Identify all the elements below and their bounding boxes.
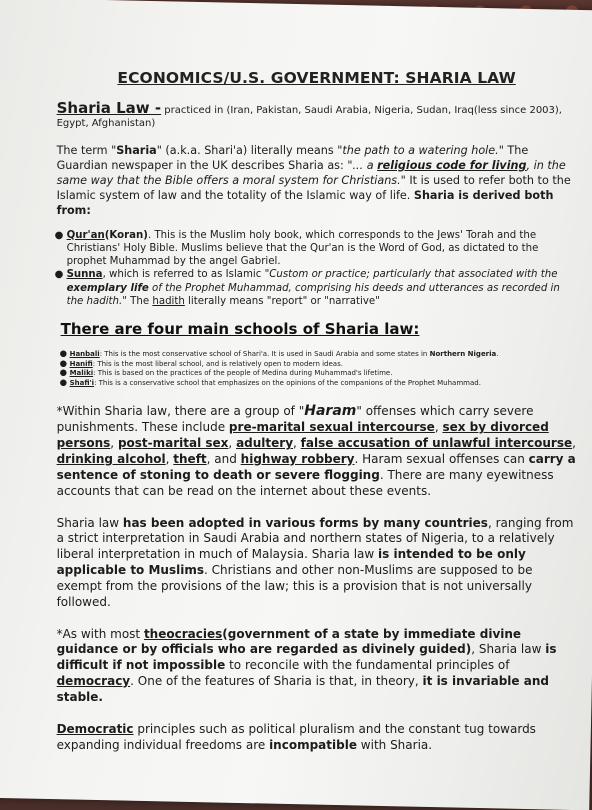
source-hadith: hadith — [152, 295, 185, 307]
source-text: . This is the Muslim holy book, which corresponds to the Jews' Torah and the Christians' Holy Bible. Muslims believe that the Qur'an is the Word of God, as dictated to the prophet Muhammad by the angel Gabriel. — [66, 229, 539, 268]
intro-text: " The Guardian newspaper in the UK describes Sharia as: " — [56, 144, 529, 173]
adopted-text: , ranging from a strict interpretation in Saudi Arabia and northern states of Nigeria, to a relatively liberal interpretation in much of Malaysia. Sharia law — [56, 515, 574, 562]
adopted-text: Sharia law — [56, 515, 123, 530]
theocracy-text: . One of the features of Sharia is that, in theory, — [130, 674, 423, 689]
intro-text: " (a.k.a. Shari'a) literally means " — [156, 144, 343, 158]
theocracy-text: , Sharia law — [471, 642, 546, 657]
school-text: : This is a conservative school that emphasizes on the opinions of the companions of the Prophet Muhammad. — [94, 378, 481, 387]
intro-quote: , in the same way that the Bible offers a moral system for Christians. — [56, 159, 566, 188]
school-name: Hanbali — [69, 350, 100, 359]
intro-sharia-term: Sharia — [116, 144, 157, 158]
school-item-shafii — [61, 379, 577, 388]
theocracy-bold: is difficult if not impossible — [56, 642, 557, 673]
haram-text: . Haram sexual offenses can — [354, 452, 529, 467]
schools-list — [61, 350, 577, 388]
theocracy-paragraph — [57, 627, 577, 706]
theocracy-bold: it is invariable and stable. — [56, 674, 549, 704]
source-text: literally means "report" or "narrative" — [184, 295, 380, 307]
school-text: : This is the most liberal school, and is relatively open to modern ideas. — [92, 359, 343, 368]
school-text: : This is based on the practices of the people of Medina during Muhammad's lifetime. — [93, 369, 393, 378]
intro-text: " It is used to refer both to the Islamic system of law and the totality of the Islamic way of life. — [56, 174, 571, 202]
intro-paragraph — [57, 144, 577, 218]
intro-religious-code: religious code for living — [377, 159, 527, 173]
practiced-in-text: practiced in (Iran, Pakistan, Saudi Arabia, Nigeria, Sudan, Iraq(less since 2003), Egypt, Afghanistan) — [56, 105, 562, 129]
school-item-maliki — [61, 369, 577, 378]
democracy-term: democracy — [56, 674, 131, 689]
offense-item: sex by divorced persons — [56, 420, 549, 451]
sharia-law-heading — [57, 99, 577, 130]
intro-derived-from: Sharia is derived both from: — [56, 188, 554, 217]
haram-paragraph: *Within Sharia law, there are a group of "Haram" offenses which carry severe punishments. These include pre-marital sexual intercourse, sex by divorced persons, post-marital sex, adultery, false accusation of unlawful intercourse, drinking alcohol, theft, and highway robbery. Haram sexual offenses can carry a sentence of stoning to death or severe flogging. There are many eyewitness accounts that can be read on the internet about these events. — [56, 402, 576, 498]
offense-item: pre-marital sexual intercourse — [228, 420, 435, 435]
sharia-law-term: Sharia Law - — [56, 99, 162, 118]
source-text: , which is referred to as Islamic " — [102, 269, 270, 281]
offense-item: drinking alcohol — [56, 452, 166, 467]
theocracies-term: theocracies — [143, 626, 223, 641]
adopted-bold: is intended to be only applicable to Muslims — [56, 547, 526, 578]
theocracy-text: to reconcile with the fundamental principles of — [225, 658, 510, 673]
theocracy-text: *As with most — [56, 626, 144, 641]
incompatible-term: incompatible — [269, 737, 357, 752]
document-title: ECONOMICS/U.S. GOVERNMENT: SHARIA LAW — [117, 69, 516, 88]
offense-item: adultery — [236, 436, 294, 451]
school-name: Maliki — [69, 369, 94, 378]
haram-term: Haram — [304, 402, 357, 419]
source-item-sunna — [57, 268, 577, 308]
school-item-hanbali — [61, 350, 577, 359]
school-item-hanifi — [61, 360, 577, 369]
school-text: : This is the most conservative school of Shari'a. It is used in Saudi Arabia and some states in — [99, 350, 430, 359]
source-term: Sunna — [66, 269, 103, 281]
offense-item: theft — [173, 452, 207, 467]
democratic-text: principles such as political pluralism and the constant tug towards expanding individual freedoms are — [56, 721, 536, 752]
source-paren: (Koran) — [104, 229, 148, 241]
source-item-quran — [57, 229, 577, 269]
offense-item: highway robbery — [240, 452, 355, 467]
intro-text: The term " — [56, 144, 117, 158]
source-term: Qur'an — [66, 229, 105, 241]
democratic-term: Democratic — [56, 721, 134, 736]
school-end: . — [496, 350, 499, 359]
school-name: Shafi'i — [69, 378, 95, 387]
democratic-text: with Sharia. — [356, 737, 433, 752]
haram-text: " offenses which carry severe punishments. These include — [56, 403, 534, 435]
haram-text: *Within Sharia law, there are a group of " — [56, 403, 305, 418]
offense-item: post-marital sex — [117, 436, 229, 451]
intro-meaning: the path to a watering hole. — [342, 144, 499, 158]
source-italic: Custom or practice; particularly that associated with the — [269, 269, 558, 281]
source-text: " The — [122, 295, 153, 307]
democratic-paragraph — [57, 722, 577, 754]
offense-item: false accusation of unlawful intercourse — [300, 436, 573, 451]
intro-quote: ... a — [352, 159, 378, 173]
adopted-bold: has been adopted in various forms by many countries — [122, 515, 488, 530]
haram-text: . There are many eyewitness accounts that can be read on the internet about these events. — [56, 467, 554, 498]
adopted-paragraph — [57, 516, 577, 611]
schools-heading: There are four main schools of Sharia law: — [60, 320, 420, 339]
school-extra: Northern Nigeria — [429, 350, 497, 359]
haram-punishment: carry a sentence of stoning to death or severe flogging — [56, 452, 576, 482]
sources-list — [57, 229, 577, 309]
source-exemplary-life: exemplary life — [66, 282, 149, 294]
adopted-text: . Christians and other non-Muslims are supposed to be exempt from the provisions of the law; this is a provision that is not universally followed. — [56, 563, 533, 609]
theocracy-definition: (government of a state by immediate divine guidance or by officials who are regarded as divinely guided) — [56, 626, 522, 657]
document-content — [57, 69, 577, 753]
haram-text: , and — [206, 452, 241, 467]
school-name: Hanifi — [69, 359, 93, 368]
source-italic: of the Prophet Muhammad, comprising his deeds and utterances as recorded in the hadith. — [66, 282, 560, 307]
